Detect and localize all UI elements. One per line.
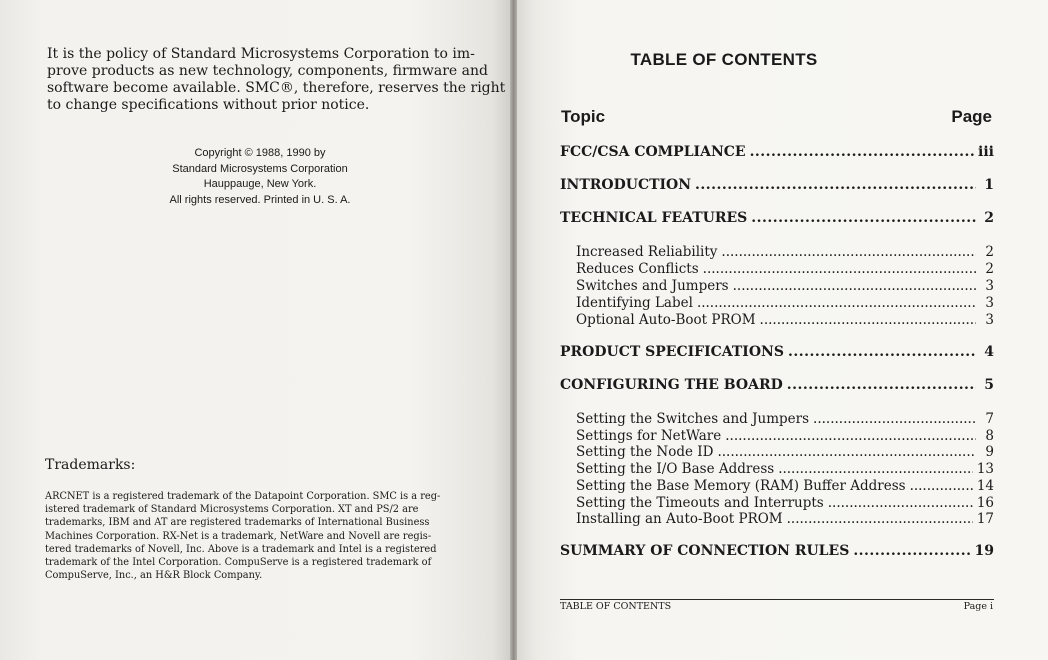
trademarks-line: CompuServe, Inc., an H&R Block Company. [45,570,263,582]
trademarks-paragraph [45,490,475,582]
dot-leader [725,428,976,444]
trademarks-line: tered trademarks of Novell, Inc. Above is a trademark and Intel is a registered [45,543,437,555]
toc-entry-page: 2 [985,244,994,260]
toc-entry-label: INTRODUCTION [560,177,692,193]
toc-entry-label: Increased Reliability [576,244,718,260]
toc-entry-label: PRODUCT SPECIFICATIONS [560,344,784,360]
toc-entry-label: Reduces Conflicts [576,261,699,277]
trademarks-heading: Trademarks: [45,457,136,473]
trademarks-line: Machines Corporation. RX-Net is a trademark, NetWare and Novell are regis- [45,530,432,542]
toc-entry-summary-connection-rules[interactable] [560,543,994,559]
policy-line: prove products as new technology, components, firmware and [47,63,488,79]
dot-leader [787,377,976,393]
trademarks-line: ARCNET is a registered trademark of the Datapoint Corporation. SMC is a reg- [45,491,441,502]
toc-entry-page: 14 [976,478,994,494]
footer-section-title: TABLE OF CONTENTS [560,601,672,612]
toc-entry-page: 9 [985,444,994,460]
footer-page-number: Page i [963,601,993,612]
toc-entry-label: CONFIGURING THE BOARD [560,377,783,393]
dot-leader [910,478,973,494]
toc-entry-label: Optional Auto-Boot PROM [576,312,756,328]
dot-leader [697,295,976,311]
right-page [515,0,1048,660]
dot-leader [717,444,976,460]
trademarks-line: trademark of the Intel Corporation. CompuServe is a registered trademark of [45,557,432,569]
toc-entry-label: Setting the Timeouts and Interrupts [576,495,824,511]
toc-entry-label: Installing an Auto-Boot PROM [576,511,783,527]
toc-entry-label: SUMMARY OF CONNECTION RULES [560,543,850,559]
toc-entry-page: 13 [976,461,994,477]
toc-entry-reduces-conflicts[interactable] [576,261,994,277]
left-page [0,0,512,660]
toc-entry-label: Settings for NetWare [576,428,722,444]
dot-leader [787,511,973,527]
dot-leader [695,177,976,193]
toc-entry-page: 3 [985,312,994,328]
toc-entry-page: 16 [976,495,994,511]
toc-entry-page: 3 [985,295,994,311]
toc-entry-label: Setting the Switches and Jumpers [576,411,810,427]
footer-divider [560,599,994,600]
toc-entry-technical-features[interactable] [560,210,994,226]
toc-entry-page: 17 [976,511,994,527]
toc-entry-label: Setting the I/O Base Address [576,461,775,477]
toc-entry-label: Identifying Label [576,295,693,311]
toc-entry-label: FCC/CSA COMPLIANCE [560,144,746,160]
toc-entry-page: 8 [985,428,994,444]
copyright-block [100,146,420,208]
dot-leader [813,411,976,427]
toc-entry-page: 7 [985,411,994,427]
copyright-line: All rights reserved. Printed in U. S. A. [169,193,351,206]
toc-entry-setting-switches-jumpers[interactable] [576,411,994,427]
toc-entry-page: 2 [985,261,994,277]
toc-entry-page: 19 [974,543,994,559]
dot-leader [750,144,974,160]
toc-entry-identifying-label[interactable] [576,295,994,311]
toc-entry-label: Setting the Node ID [576,444,714,460]
toc-entry-page: 3 [985,278,994,294]
dot-leader [853,543,970,559]
toc-entry-setting-timeouts-interrupts[interactable] [576,495,994,511]
toc-entry-installing-auto-boot-prom[interactable] [576,511,994,527]
dot-leader [760,312,976,328]
toc-entry-setting-node-id[interactable] [576,444,994,460]
policy-line: software become available. SMC®, therefore, reserves the right [47,80,506,96]
toc-entry-fcc-csa-compliance[interactable] [560,144,994,160]
dot-leader [778,461,973,477]
toc-entry-setting-io-base-address[interactable] [576,461,994,477]
toc-entry-page: iii [978,144,994,160]
toc-entry-page: 4 [984,344,994,360]
toc-entry-settings-for-netware[interactable] [576,428,994,444]
toc-entry-introduction[interactable] [560,177,994,193]
toc-entry-label: Switches and Jumpers [576,278,729,294]
dot-leader [828,495,973,511]
copyright-line: Copyright © 1988, 1990 by [194,147,326,159]
policy-paragraph [47,46,506,114]
toc-entry-page: 5 [984,377,994,393]
toc-entry-setting-base-memory[interactable] [576,478,994,494]
dot-leader [733,278,976,294]
dot-leader [788,344,976,360]
page-column-header: Page [951,107,992,126]
copyright-line: Hauppauge, New York. [203,178,317,190]
dot-leader [751,210,976,226]
book-gutter [510,0,517,660]
dot-leader [721,244,976,260]
copyright-line: Standard Microsystems Corporation [172,162,348,175]
policy-line: to change specifications without prior notice. [47,97,370,113]
trademarks-line: istered trademark of Standard Microsystems Corporation. XT and PS/2 are [45,504,419,516]
toc-entry-label: TECHNICAL FEATURES [560,210,748,226]
toc-title: TABLE OF CONTENTS [630,50,818,69]
toc-entry-increased-reliability[interactable] [576,244,994,260]
toc-entry-configuring-the-board[interactable] [560,377,994,393]
toc-entry-page: 2 [984,210,994,226]
dot-leader [703,261,976,277]
policy-line: It is the policy of Standard Microsystems Corporation to im- [47,46,475,62]
topic-column-header: Topic [561,107,606,126]
trademarks-line: trademarks, IBM and AT are registered trademarks of International Business [45,517,430,529]
toc-entry-switches-and-jumpers[interactable] [576,278,994,294]
toc-entry-page: 1 [984,177,994,193]
toc-entry-label: Setting the Base Memory (RAM) Buffer Address [576,478,906,494]
toc-entry-optional-auto-boot-prom[interactable] [576,312,994,328]
toc-entry-product-specifications[interactable] [560,344,994,360]
